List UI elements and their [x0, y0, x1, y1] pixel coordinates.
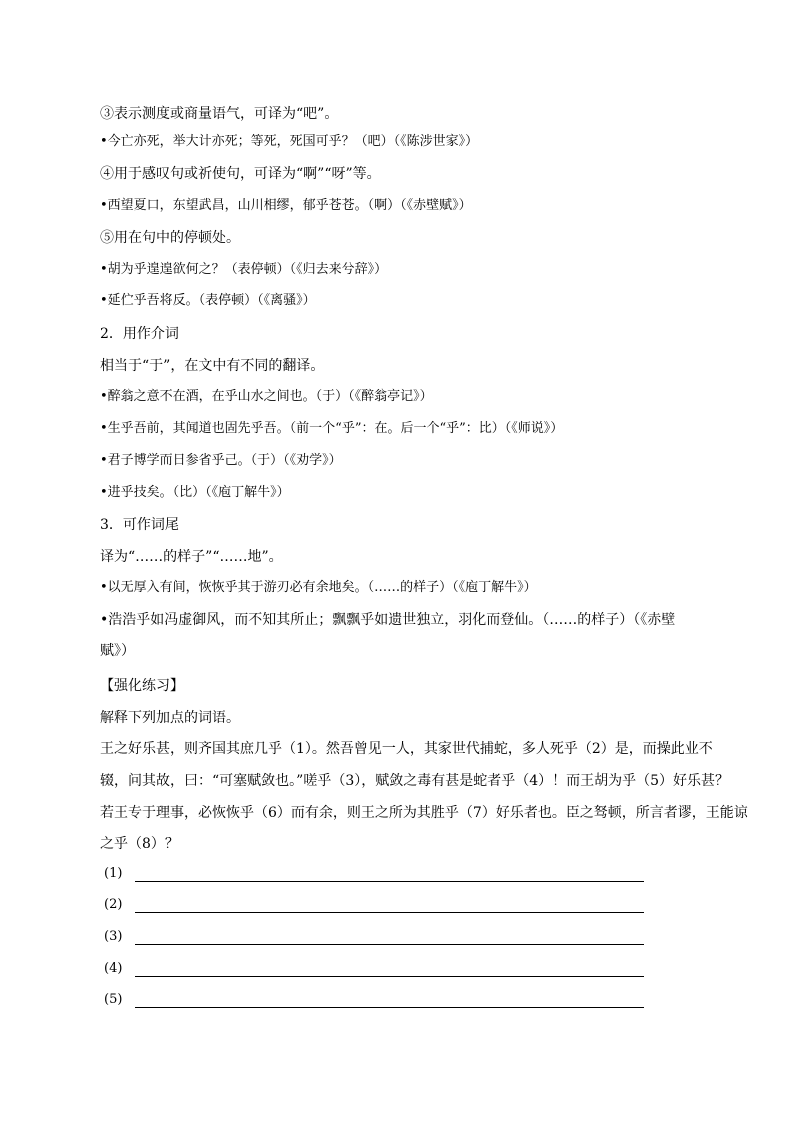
example-line: •以无厚入有间，恢恢乎其于游刃必有余地矣。（……的样子）（《庖丁解牛》）: [100, 580, 537, 595]
example-line: •今亡亦死，举大计亦死；等死，死国可乎？（吧）（《陈涉世家》）: [100, 134, 479, 149]
text-line: ③表示测度或商量语气，可译为“吧”。: [100, 106, 339, 122]
example-line: •浩浩乎如冯虚御风，而不知其所止；飘飘乎如遗世独立，羽化而登仙。（……的样子）（《赤壁: [100, 612, 676, 628]
answer-number: (2): [104, 897, 123, 912]
passage-line: 若王专于理事，必恢恢乎（6）而有余，则王之所为其胜乎（7）好乐者也。臣之驽顿，所言者谬，王能谅: [100, 805, 748, 821]
passage-line: 辍，问其故，曰：“可塞赋敛也。”嗟乎（3），赋敛之毒有甚是蛇者乎（4）！而王胡为乎（5）好乐甚？: [100, 773, 730, 789]
answer-number: (4): [104, 961, 123, 976]
answer-blank[interactable]: [104, 897, 644, 919]
text-line: ⑤用在句中的停顿处。: [100, 230, 240, 246]
example-line: •进乎技矣。（比）（《庖丁解牛》）: [100, 485, 290, 500]
passage-line: 之乎（8）？: [100, 836, 179, 852]
answer-line: [135, 881, 644, 882]
answer-number: (5): [104, 992, 123, 1007]
answer-line: [135, 976, 644, 977]
answer-line: [135, 1007, 644, 1008]
text-line: 相当于“于”，在文中有不同的翻译。: [100, 358, 325, 374]
passage-line: 王之好乐甚，则齐国其庶几乎（1）。然吾曾见一人，其家世代捕蛇，多人死乎（2）是，而操此业不: [100, 741, 713, 757]
example-line-continued: 赋》）: [100, 643, 135, 659]
exercise-instruction: 解释下列加点的词语。: [100, 710, 240, 726]
answer-blank[interactable]: [104, 992, 644, 1014]
exercise-heading: 【强化练习】: [100, 678, 184, 694]
example-line: •胡为乎遑遑欲何之？（表停顿）（《归去来兮辞》）: [100, 262, 388, 277]
answer-blank[interactable]: [104, 961, 644, 983]
answer-number: (3): [104, 929, 123, 944]
example-line: •生乎吾前，其闻道也固先乎吾。（前一个“乎”：在。后一个“乎”：比）（《师说》）: [100, 421, 564, 436]
answer-line: [135, 912, 644, 913]
section-heading: 3．可作词尾: [100, 517, 179, 533]
text-line: 译为“……的样子”“……地”。: [100, 549, 283, 565]
example-line: •西望夏口，东望武昌，山川相缪，郁乎苍苍。（啊）（《赤壁赋》）: [100, 198, 472, 213]
answer-blank[interactable]: [104, 929, 644, 951]
answer-line: [135, 944, 644, 945]
example-line: •延伫乎吾将反。（表停顿）（《离骚》）: [100, 293, 316, 308]
answer-number: (1): [104, 866, 123, 881]
section-heading: 2．用作介词: [100, 326, 179, 342]
example-line: •君子博学而日参省乎己。（于）（《劝学》）: [100, 453, 342, 468]
text-line: ④用于感叹句或祈使句，可译为“啊”“呀”等。: [100, 166, 381, 182]
example-line: •醉翁之意不在酒，在乎山水之间也。（于）（《醉翁亭记》）: [100, 389, 433, 404]
answer-blank[interactable]: [104, 866, 644, 888]
